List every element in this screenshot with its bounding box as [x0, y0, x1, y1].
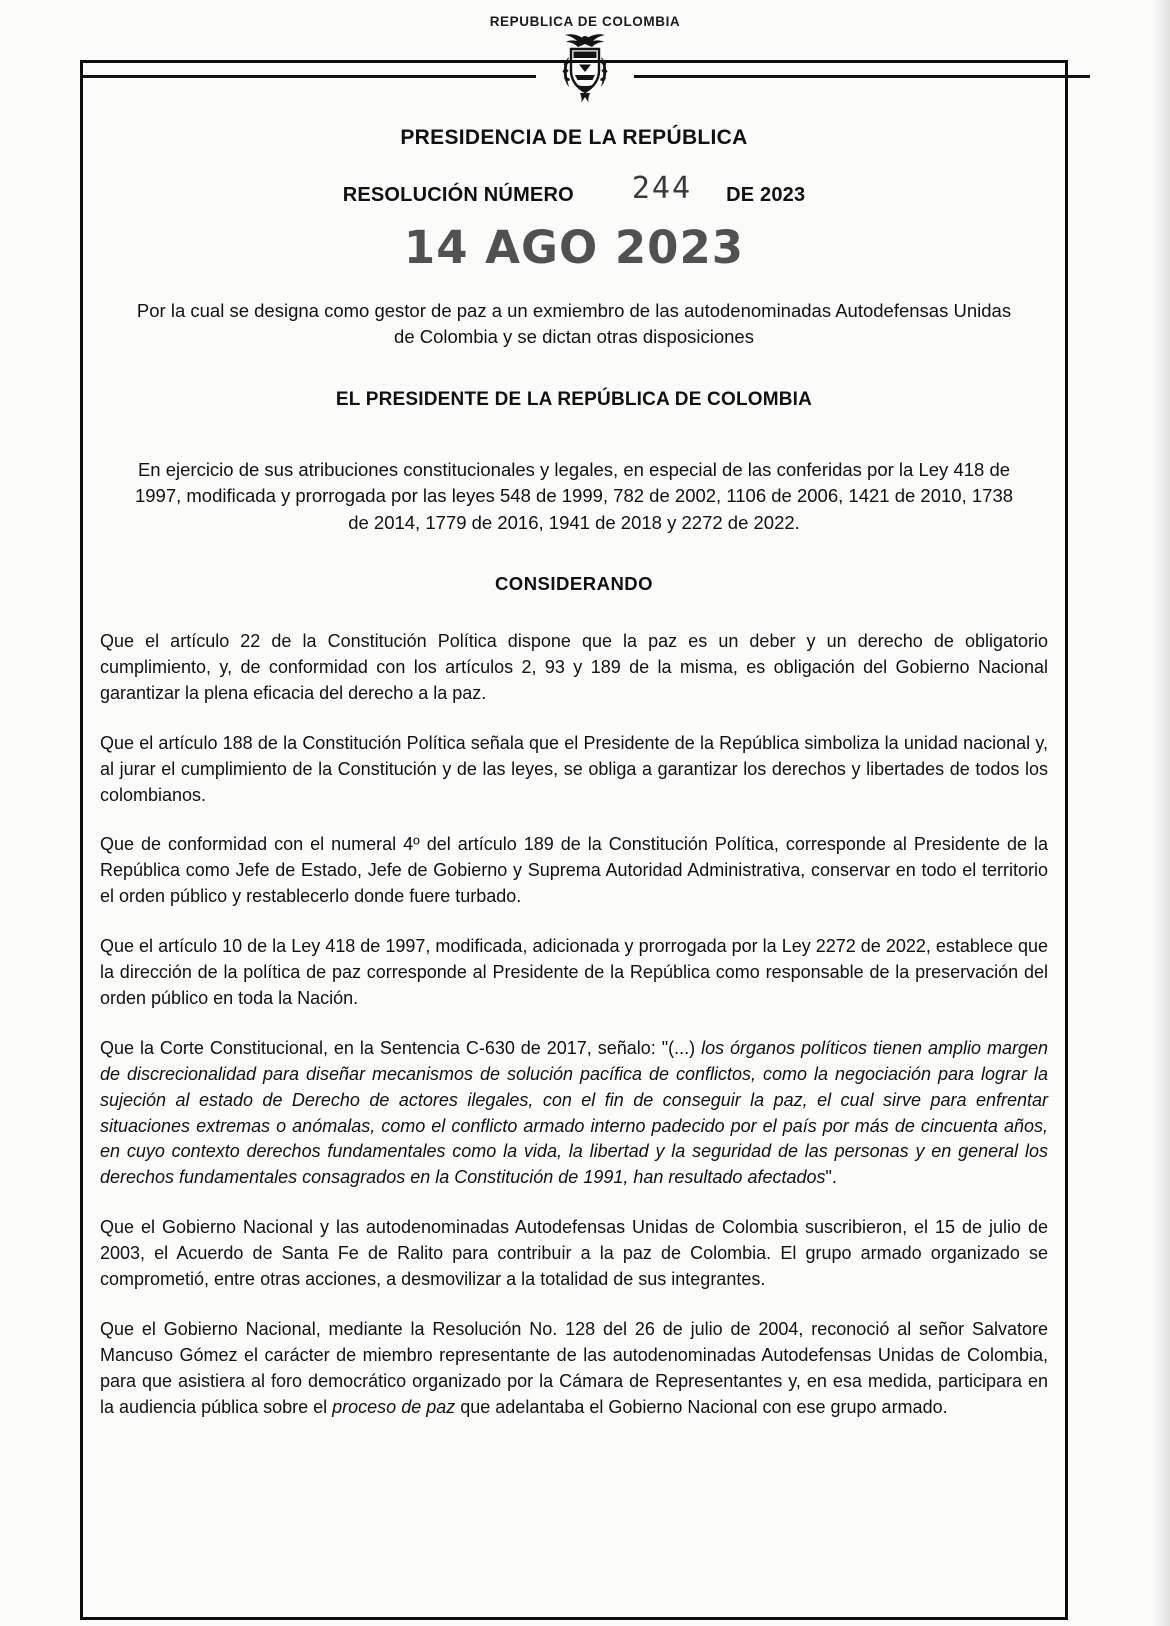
- resolution-year: DE 2023: [726, 184, 806, 206]
- paragraph-ley-418: Que el artículo 10 de la Ley 418 de 1997, modificada, adicionada y prorrogada por la Ley 2272 de 2022, establece que la dirección de la política de paz corresponde al Presidente de la República como responsable de la preservación del orden público en toda la Nación.: [100, 936, 1048, 1008]
- paragraph-corte-constitucional: [100, 1036, 1048, 1191]
- considerando-heading: CONSIDERANDO: [494, 572, 654, 594]
- attributions-paragraph: En ejercicio de sus atribuciones constitucionales y legales, en especial de las conferidas por la Ley 418 de 1997, modificada y prorrogada por las leyes 548 de 1999, 782 de 2002, 1106 de 2006, 1421 de 2010, 1738 de 2014, 1779 de 2016, 1941 de 2018 y 2272 de 2022.: [134, 458, 1014, 534]
- resolucion-128-lead: Que el Gobierno Nacional, mediante la Resolución No. 128 del 26 de julio de 2004, reconoció al señor Salvatore Mancuso Gómez el carácter de miembro representante de las autodenominadas Autodefensas Unidas de Colombia, para que asistiera al foro democrático organizado por la Cámara de Representantes y, en esa medida, participara en la audiencia pública sobre el: [100, 1319, 1048, 1417]
- paragraph-articulo-22: Que el artículo 22 de la Constitución Política dispone que la paz es un deber y un derecho de obligatorio cumplimiento, y, de conformidad con los artículos 2, 93 y 189 de la misma, es obligación del Gobierno Nacional garantizar la plena eficacia del derecho a la paz.: [100, 630, 1048, 703]
- resolution-subtitle: Por la cual se designa como gestor de paz a un exmiembro de las autodenominadas Autodefensas Unidas de Colombia y se dictan otras disposiciones: [136, 300, 1012, 348]
- resolucion-128-tail: que adelantaba el Gobierno Nacional con ese grupo armado.: [455, 1396, 948, 1417]
- proceso-de-paz-italic: proceso de paz: [332, 1396, 456, 1417]
- corte-quote-italic: los órganos políticos tienen amplio margen de discrecionalidad para diseñar mecanismos de solución pacífica de conflictos, como la negociación para lograr la sujeción al estado de Derecho de actores ilegales, con el fin de conseguir la paz, el cual sirve para enfrentar situaciones extremas o anómalas, como el conflicto armado interno padecido por el país por más de cincuenta años, en cuyo contexto derechos fundamentales como la vida, la libertad y la seguridad de las personas y en general los derechos fundamentales consagrados en la Constitución de 1991, han resultado afectados: [100, 1037, 1048, 1188]
- issuer-heading: EL PRESIDENTE DE LA REPÚBLICA DE COLOMBIA: [335, 388, 813, 410]
- country-name: REPUBLICA DE COLOMBIA: [489, 14, 681, 29]
- paragraph-articulo-189: Que de conformidad con el numeral 4º del artículo 189 de la Constitución Política, corresponde al Presidente de la República como Jefe de Estado, Jefe de Gobierno y Suprema Autoridad Administrativa, conservar en todo el territorio el orden público y restablecerlo donde fuere turbado.: [100, 834, 1048, 907]
- document-content: [100, 126, 1048, 1421]
- corte-tail: ".: [825, 1167, 837, 1188]
- paragraph-acuerdo-ralito: Que el Gobierno Nacional y las autodenominadas Autodefensas Unidas de Colombia suscribieron, el 15 de julio de 2003, el Acuerdo de Santa Fe de Ralito para contribuir a la paz de Colombia. El grupo armado organizado se comprometió, entre otras acciones, a desmovilizar a la totalidad de sus integrantes.: [100, 1217, 1048, 1290]
- considerando-body: [100, 629, 1048, 1421]
- paragraph-articulo-188: Que el artículo 188 de la Constitución Política señala que el Presidente de la República simboliza la unidad nacional y, al jurar el cumplimiento de la Constitución y de las leyes, se obliga a garantizar los derechos y libertades de todos los colombianos.: [100, 732, 1048, 805]
- date-stamp: 14 AGO 2023: [403, 221, 745, 274]
- resolution-number-value: 244: [631, 171, 693, 206]
- resolution-number-label: RESOLUCIÓN NÚMERO: [342, 184, 574, 206]
- page-title: PRESIDENCIA DE LA REPÚBLICA: [400, 126, 748, 149]
- resolution-line: [100, 171, 1048, 209]
- paragraph-resolucion-128: [100, 1317, 1048, 1421]
- corte-lead: Que la Corte Constitucional, en la Sentencia C-630 de 2017, señalo: "(...): [100, 1037, 702, 1058]
